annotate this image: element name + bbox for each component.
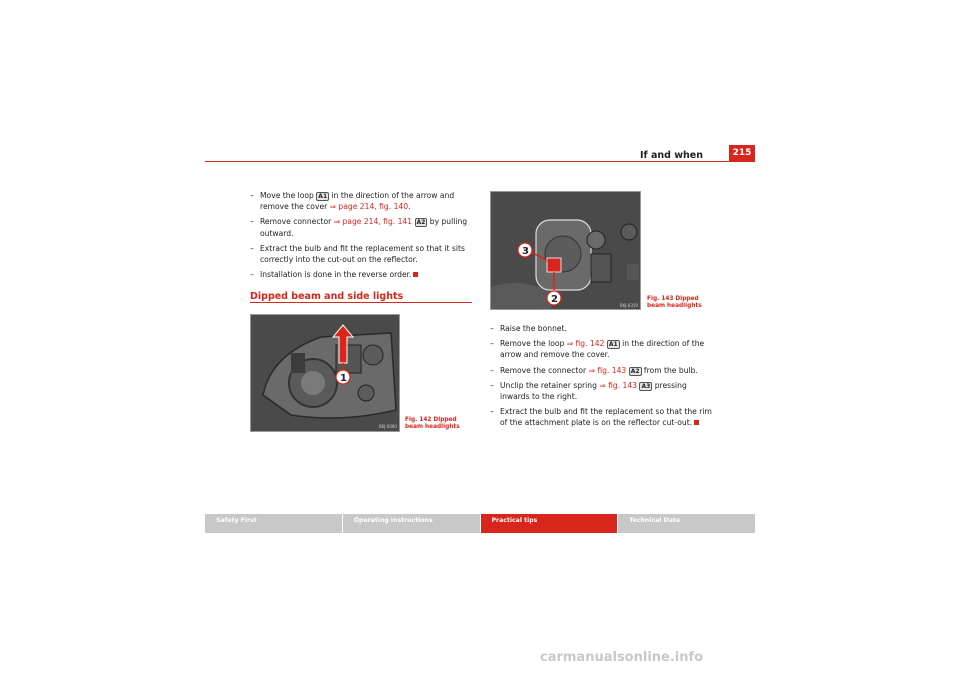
callout-a1: A1: [318, 193, 328, 200]
figure-143-image: [490, 191, 641, 310]
callout-a2: A2: [416, 219, 426, 227]
xref-link[interactable]: ⇒ fig. 143: [588, 365, 627, 375]
figure-callout-2: 2: [551, 294, 558, 305]
callout-a1: A1: [608, 341, 618, 349]
section-heading: Dipped beam and side lights: [250, 291, 404, 302]
step-extract-bulb: – Extract the bulb and fit the replacement so that it sits correctly into the cut-out on the reflector.: [250, 243, 472, 265]
step-unclip-spring: – Unclip the retainer spring ⇒ fig. 143 A3 pressing inwards to the right.: [490, 380, 718, 402]
step-move-loop: – Move the loop A1 in the direction of the arrow and remove the cover ⇒ page 214, fig. 140.: [250, 190, 472, 212]
header-rule: [205, 161, 755, 162]
headlight-detail-illustration-icon: [491, 192, 641, 310]
step-remove-connector: – Remove the connector ⇒ fig. 143 A2 from the bulb.: [490, 365, 718, 376]
right-column: [490, 323, 718, 433]
callout-a2: A2: [630, 367, 640, 375]
watermark-text: carmanualsonline.info: [540, 650, 704, 665]
nav-tab-technical-data[interactable]: Technical Data: [618, 514, 755, 533]
figure-callout-1: 1: [340, 373, 347, 384]
section-nav: [205, 514, 755, 533]
header-title: If and when: [640, 150, 704, 161]
nav-tab-operating-instructions[interactable]: Operating instructions: [343, 514, 480, 533]
figure-142-caption: Fig. 142 Dipped beam headlights: [405, 417, 460, 430]
step-raise-bonnet: – Raise the bonnet.: [490, 323, 718, 334]
callout-a3: A3: [641, 382, 651, 390]
left-column: [250, 190, 472, 284]
figure-code: B6J-0359: [620, 303, 638, 308]
step-installation: – Installation is done in the reverse order.: [250, 269, 472, 280]
step-extract-bulb: – Extract the bulb and fit the replacement so that the rim of the attachment plate is on the reflector cut-out.: [490, 406, 718, 428]
xref-link[interactable]: ⇒ fig. 142: [566, 339, 605, 349]
figure-142-image: [250, 314, 400, 432]
nav-tab-safety-first[interactable]: Safety First: [205, 514, 342, 533]
section-rule: [250, 302, 472, 303]
nav-tab-practical-tips[interactable]: Practical tips: [481, 514, 618, 533]
step-remove-connector: – Remove connector ⇒ page 214, fig. 141 A2 by pulling outward.: [250, 216, 472, 238]
xref-link[interactable]: ⇒ page 214, fig. 140: [329, 202, 409, 212]
headlight-illustration-icon: [251, 315, 400, 432]
figure-code: B6J-0080: [379, 424, 397, 429]
step-remove-loop: – Remove the loop ⇒ fig. 142 A1 in the direction of the arrow and remove the cover.: [490, 338, 718, 360]
end-of-section-icon: [413, 272, 418, 277]
xref-link[interactable]: ⇒ page 214, fig. 141: [333, 217, 413, 227]
figure-callout-3: 3: [522, 246, 529, 257]
xref-link[interactable]: ⇒ fig. 143: [599, 380, 638, 390]
figure-143-caption: Fig. 143 Dipped beam headlights: [647, 296, 702, 309]
end-of-section-icon: [694, 420, 699, 425]
page-number: 215: [729, 145, 755, 161]
